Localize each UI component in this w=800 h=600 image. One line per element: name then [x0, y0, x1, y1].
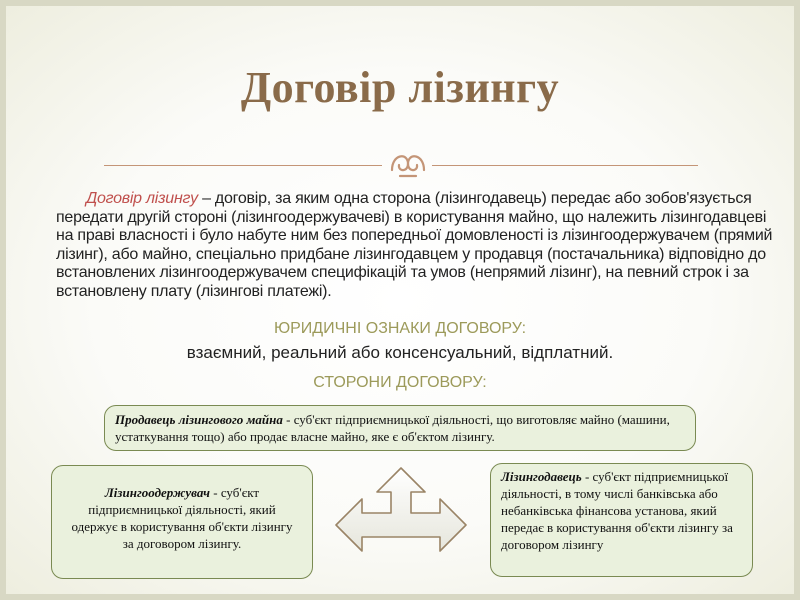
lessee-box [51, 465, 313, 579]
divider-right [432, 165, 698, 166]
seller-text: - суб'єкт підприємницької діяльності, що виготовляє майно (машини, устаткування тощо) або продає власне майно, яке є об'єктом лізингу. [115, 412, 670, 444]
parties-heading: СТОРОНИ ДОГОВОРУ: [313, 374, 487, 391]
divider-left [104, 165, 382, 166]
ornament-swirl-icon [386, 140, 430, 184]
seller-box [104, 405, 696, 451]
legal-features-heading: ЮРИДИЧНІ ОЗНАКИ ДОГОВОРУ: [273, 320, 527, 337]
seller-role: Продавець лізингового майна [115, 412, 283, 427]
definition-term: Договір лізингу [86, 190, 198, 207]
lessee-text: - суб'єкт підприємницької діяльності, який одержує в користування об'єкти лізингу за договором лізингу. [71, 485, 293, 551]
lessee-role: Лізингоодержувач [104, 485, 210, 500]
slide-title: Договір лізингу [240, 63, 560, 112]
definition-paragraph [56, 190, 778, 301]
lessor-box [490, 463, 753, 577]
lessor-text: - суб'єкт підприємницької діяльності, в тому числі банківська або небанківська фінансова установа, який передає в користування об'єкти лізингу за договором лізингу [501, 469, 733, 552]
three-way-arrow-icon [333, 465, 469, 575]
lessor-role: Лізингодавець [501, 469, 582, 484]
definition-text: – договір, за яким одна сторона (лізингодавець) передає або зобов'язується передати другій стороні (лізингоодержувачеві) в користування майно, що належить лізингодавцеві на праві власності і було набуте ним без попередньої домовленості із лізингоодержувачем (прямий лізинг), або майно, спеціально придбане лізингодавцем у продавця (постачальника) відповідно до встановлених лізингоодержувачем специфікацій та умов (непрямий лізинг), на певний строк і за встановлену плату (лізингові платежі). [56, 190, 773, 300]
legal-features-text: взаємний, реальний або консенсуальний, відплатний. [186, 343, 614, 362]
